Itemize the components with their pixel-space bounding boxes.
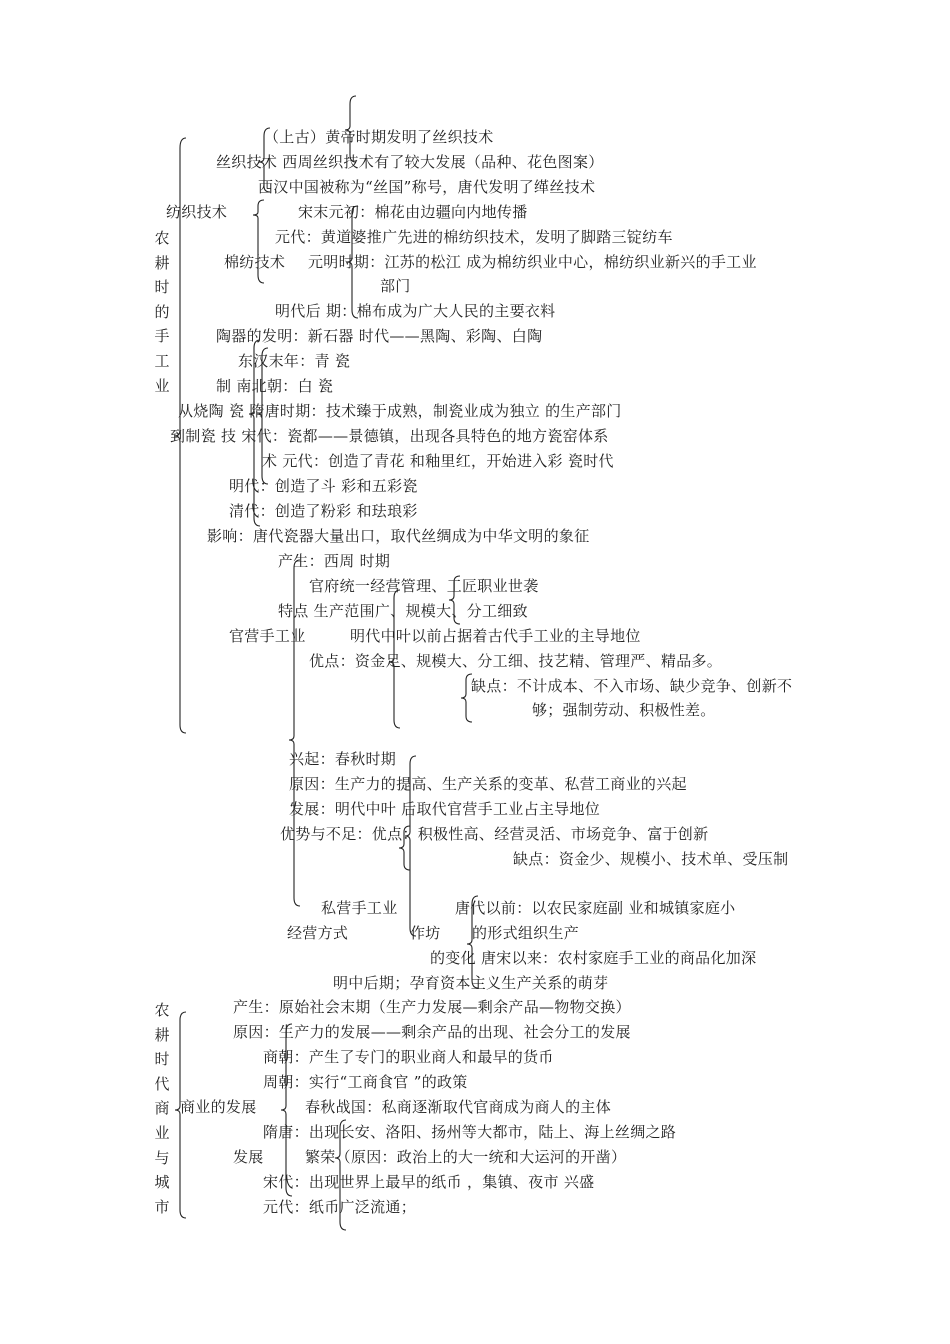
com-line-8: 宋代：出现世界上最早的纸币 ，集镇、夜市 兴盛: [263, 1173, 595, 1191]
cotton-line-1: 宋末元初：棉花由边疆向内地传播: [298, 203, 528, 221]
com-line-2: 原因：生产力的发展——剩余产品的出现、社会分工的发展: [233, 1023, 631, 1041]
com-line-3: 商朝：产生了专门的职业商人和最早的货币: [263, 1048, 554, 1066]
porcelain-line-3: 从烧陶 瓷 隋唐时期：技术臻于成熟，制瓷业成为独立 的生产部门: [178, 402, 622, 420]
silk-line-1: （上古）黄帝时期发明了丝织技术: [264, 128, 494, 146]
silk-line-2: 丝织技术 西周丝织技术有了较大发展（品种、花色图案）: [216, 153, 604, 171]
pri-line-7-a: 作坊: [410, 924, 441, 942]
cotton-line-2: 元代：黄道婆推广先进的棉纺织技术，发明了脚踏三锭纺车: [275, 228, 673, 246]
side-label-handicraft: 农耕时的手工业: [154, 229, 170, 395]
gov-pros: 优点：资金足、规模大、分工细、技艺精、管理严、精品多。: [309, 652, 723, 670]
cotton-line-3: 元明时期：江苏的松江 成为棉纺织业中心，棉纺织业新兴的手工业: [308, 253, 757, 271]
pottery-line: 陶器的发明：新石器 时代——黑陶、彩陶、白陶: [216, 327, 543, 345]
pri-line-4: 优势与不足：优点：积极性高、经营灵活、市场竞争、富于创新: [280, 825, 709, 843]
gov-line-3: 特点 生产范围广、规模大、分工细致: [278, 602, 528, 620]
porcelain-line-6: 明代：创造了斗 彩和五彩瓷: [229, 477, 418, 495]
gov-cons-cont: 够；强制劳动、积极性差。: [532, 701, 716, 719]
side-label-commerce: 农耕时代商业与城市: [154, 1001, 170, 1216]
pri-line-1: 兴起：春秋时期: [289, 750, 397, 768]
com-line-6: 隋唐：出现长安、洛阳、扬州等大都市，陆上、海上丝绸之路: [263, 1123, 677, 1141]
pri-line-5: 缺点：资金少、规模小、技术单、受压制: [513, 850, 789, 868]
pri-label: 私营手工业: [321, 899, 398, 917]
com-line-4: 周朝：实行“工商食官 ”的政策: [263, 1073, 468, 1091]
com-dev-label: 发展: [233, 1148, 264, 1166]
porcelain-influence: 影响：唐代瓷器大量出口，取代丝绸成为中华文明的象征: [207, 527, 590, 545]
silk-line-3: 西汉中国被称为“丝国”称号，唐代发明了缂丝技术: [258, 178, 596, 196]
porcelain-line-4: 到制瓷 技 宋代：瓷都——景德镇，出现各具特色的地方瓷窑体系: [170, 427, 609, 445]
porcelain-line-2: 制 南北朝：白 瓷: [216, 377, 334, 395]
gov-line-1: 产生：西周 时期: [278, 552, 391, 570]
porcelain-line-5: 术 元代：创造了青花 和釉里红，开始进入彩 瓷时代: [262, 452, 614, 470]
gov-line-2: 官府统一经营管理、工匠职业世袭: [309, 577, 539, 595]
com-line-7: 繁荣（原因：政治上的大一统和大运河的开凿）: [305, 1148, 627, 1166]
cotton-label: 棉纺技术: [224, 253, 286, 271]
pri-line-2: 原因：生产力的提高、生产关系的变革、私营工商业的兴起: [289, 775, 687, 793]
gov-label: 官营手工业: [229, 627, 306, 645]
pri-mode-label: 经营方式: [287, 924, 349, 942]
pri-line-3: 发展：明代中叶 后取代官营手工业占主导地位: [289, 800, 601, 818]
pri-line-9: 明中后期；孕育资本主义生产关系的萌芽: [333, 974, 609, 992]
gov-cons: 缺点：不计成本、不入市场、缺少竞争、创新不: [471, 677, 793, 695]
pri-line-6: 唐代以前：以农民家庭副 业和城镇家庭小: [455, 899, 736, 917]
com-line-9: 元代：纸币广泛流通；: [263, 1198, 417, 1216]
porcelain-line-1: 东汉末年：青 瓷: [238, 352, 351, 370]
porcelain-line-7: 清代：创造了粉彩 和珐琅彩: [229, 502, 418, 520]
cotton-line-3-cont: 部门: [380, 277, 411, 295]
com-line-1: 产生：原始社会末期（生产力发展—剩余产品—物物交换）: [233, 998, 631, 1016]
pri-line-8: 的变化 唐宋以来：农村家庭手工业的商品化加深: [430, 949, 757, 967]
pri-line-7-b: 的形式组织生产: [472, 924, 580, 942]
cotton-line-4: 明代后 期：棉布成为广大人民的主要衣料: [275, 302, 556, 320]
com-label: 商业的发展: [180, 1098, 257, 1116]
gov-line-4: 明代中叶以前占据着古代手工业的主导地位: [350, 627, 641, 645]
com-line-5: 春秋战国：私商逐渐取代官商成为商人的主体: [305, 1098, 612, 1116]
textile-label: 纺织技术: [166, 203, 228, 221]
